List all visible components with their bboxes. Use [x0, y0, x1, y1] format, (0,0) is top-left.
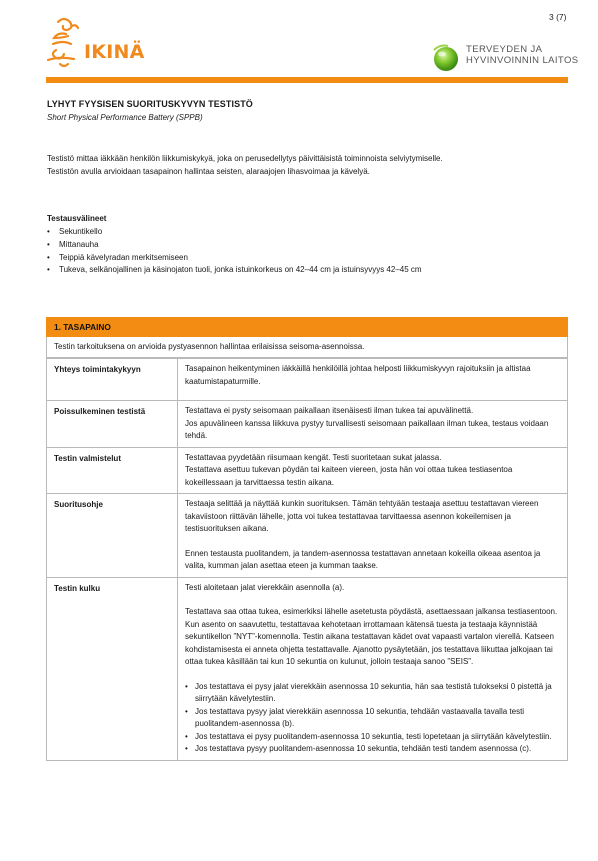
thl-globe-logo — [428, 40, 462, 74]
row-label: Testin valmistelut — [47, 447, 178, 494]
row-content — [178, 494, 568, 578]
page-number: 3 (7) — [549, 12, 567, 22]
row-label: Suoritusohje — [47, 494, 178, 578]
row-content — [178, 577, 568, 760]
procedure-bullet: • Jos testattava pysyy jalat vierekkäin asennossa 10 sekuntia, tehdään vastaavalla tavalla testi puolitandem-asennossa (b). — [185, 706, 561, 731]
equipment-item: • Teippiä kävelyradan merkitsemiseen — [47, 252, 422, 265]
balance-section — [46, 317, 568, 761]
row-label: Yhteys toimintakykyyn — [47, 359, 178, 401]
row-label: Poissulkeminen testistä — [47, 401, 178, 448]
thl-brand-line-2: HYVINVOINNIN LAITOS — [466, 55, 579, 66]
thl-brand — [466, 44, 578, 66]
equipment-list — [47, 226, 422, 277]
equipment-item: • Mittanauha — [47, 239, 422, 252]
row-paragraph: Testattava ei pysty seisomaan paikallaan itsenäisesti ilman tukea tai apuvälinettä. Jos apuvälineen kanssa liikkuva pystyy turvallisesti seisomaan paikallaan ilman tukea, testaus voidaan tehdä. — [185, 406, 549, 440]
intro-line: Testistön avulla arvioidaan tasapainon hallintaa seisten, alaraajojen lihasvoimaa ja kävelyä. — [47, 166, 370, 176]
table-row — [47, 359, 568, 401]
thl-brand-line-1: TERVEYDEN JA — [466, 44, 543, 55]
section-purpose: Testin tarkoituksena on arvioida pystyasennon hallintaa erilaisissa seisoma-asennoissa. — [46, 337, 568, 358]
procedure-bullet: • Jos testattava pysyy puolitandem-asennossa 10 sekuntia, tehdään testi tandem asennossa (c). — [185, 743, 561, 756]
row-content — [178, 447, 568, 494]
table-row — [47, 447, 568, 494]
equipment-item: • Tukeva, selkänojallinen ja käsinojaton tuoli, jonka istuinkorkeus on 42–44 cm ja istuinsyvyys 42–45 cm — [47, 264, 422, 277]
row-paragraph: Tasapainon heikentyminen iäkkäillä henkilöillä johtaa helposti liikkumiskyvyn rajoituksiin ja altistaa kaatumistapaturmille. — [185, 364, 531, 386]
row-content — [178, 401, 568, 448]
row-paragraph: Ennen testausta puolitandem, ja tandem-asennossa testattavan annetaan kokeilla oikeaa asentoa ja valita, kumman jalan asettaa eteen ja kumman taakse. — [185, 548, 541, 570]
test-details-table — [46, 358, 568, 761]
section-title: 1. TASAPAINO — [46, 317, 568, 337]
procedure-bullet: • Jos testattava ei pysy jalat vierekkäin asennossa 10 sekuntia, hän saa testistä tulokseksi 0 pistettä ja siirrytään kävelytestiin. — [185, 681, 561, 706]
table-row — [47, 577, 568, 760]
row-content — [178, 359, 568, 401]
intro-text — [47, 153, 567, 178]
intro-line: Testistö mittaa iäkkään henkilön liikkumiskykyä, joka on perusedellytys päivittäisistä toiminnoista selviytymiselle. — [47, 154, 443, 163]
document-subtitle: Short Physical Performance Battery (SPPB) — [47, 113, 203, 122]
row-paragraph: Testi aloitetaan jalat vierekkäin asennolla (a). — [185, 582, 345, 592]
row-paragraph: Testattava saa ottaa tukea, esimerkiksi lähelle asetetusta pöydästä, asettaessaan jalkansa testiasentoon. Kun asento on saavutettu, testattavaa kehotetaan irrottamaan kätensä tuesta ja testaaja käynnistää sekuntikellon ”NYT”-komennolla. Testin aikana testattavan kädet ovat vapaasti vartalon vierellä. Katseen kohdistamisesta ei anneta ohjetta testattavalle. Ajanotto pysäytetään, jos testattava liikuttaa jalkojaan tai ottaa tukea käsillään tai kun 10 sekuntia on kulunut, jolloin testaaja sanoo ”SEIS”. — [185, 607, 558, 666]
ikina-brand: IKINÄ — [84, 41, 145, 63]
header-divider — [46, 77, 568, 83]
document-title: LYHYT FYYSISEN SUORITUSKYVYN TESTISTÖ — [47, 99, 253, 109]
procedure-bullets — [185, 681, 561, 756]
row-paragraph: Testattavaa pyydetään riisumaan kengät. Testi suoritetaan sukat jalassa. Testattava asettuu tukevan pöydän tai kaiteen viereen, josta hän voi ottaa tukea testiasentoa kokeillessaan ja tarvittaessa testin aikana. — [185, 452, 513, 487]
procedure-bullet: • Jos testattava ei pysy puolitandem-asennossa 10 sekuntia, testi lopetetaan ja siirrytään kävelytestiin. — [185, 731, 561, 744]
equipment-heading: Testausvälineet — [47, 214, 107, 223]
table-row — [47, 401, 568, 448]
row-label: Testin kulku — [47, 577, 178, 760]
table-row — [47, 494, 568, 578]
equipment-item: • Sekuntikello — [47, 226, 422, 239]
row-paragraph: Testaaja selittää ja näyttää kunkin suorituksen. Tämän tehtyään testaaja asettuu testattavan viereen takaviistoon riittävän lähelle, jotta voi tukea testattavaa tarvittaessa asennon kokeilemisen ja testisuorituksen aikana. — [185, 499, 539, 533]
